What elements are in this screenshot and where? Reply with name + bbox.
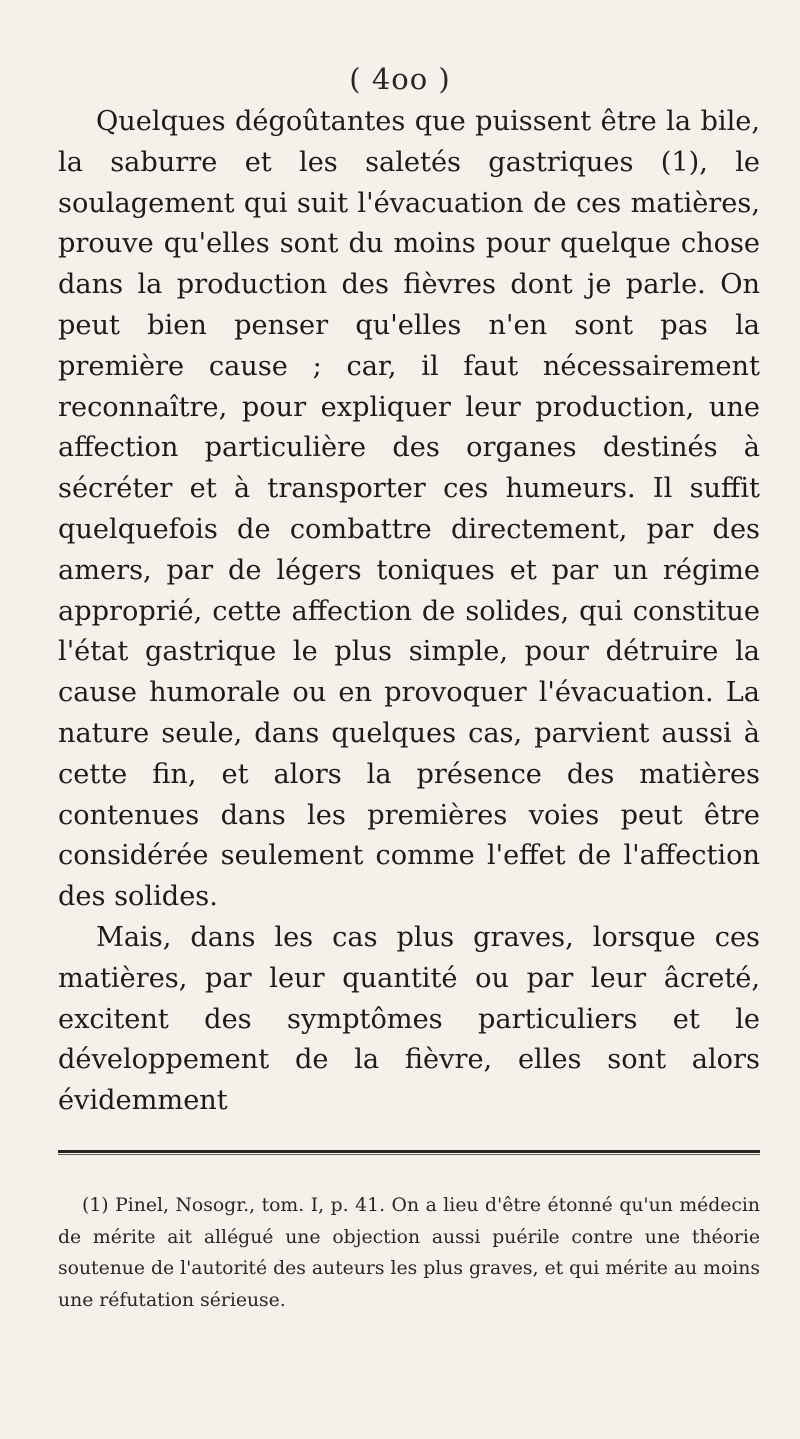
- footnote: (1) Pinel, Nosogr., tom. I, p. 41. On a lieu d'être étonné qu'un médecin de mérite ait allégué une objection aussi puérile contre une théorie soutenue de l'autorité des auteurs les plus graves, et qui mérite au moins une réfutation sérieuse.: [58, 1195, 760, 1311]
- footnote-divider: [58, 1150, 760, 1153]
- paragraph-1: Quelques dégoûtantes que puissent être la bile, la saburre et les saletés gastriques (1), le soulagement qui suit l'évacuation de ces matières, prouve qu'elles sont du moins pour quelque chose dans la production des fièvres dont je parle. On peut bien penser qu'elles n'en sont pas la première cause ; car, il faut nécessairement reconnaître, pour expliquer leur production, une affection particulière des organes destinés à sécréter et à transporter ces humeurs. Il suffit quelquefois de combattre directement, par des amers, par de légers toniques et par un régime approprié, cette affection de solides, qui constitue l'état gastrique le plus simple, pour détruire la cause humorale ou en provoquer l'évacuation. La nature seule, dans quelques cas, parvient aussi à cette fin, et alors la présence des matières contenues dans les premières voies peut être considérée seulement comme l'effet de l'affection des solides.: [58, 106, 760, 913]
- paragraph-2: Mais, dans les cas plus graves, lorsque ces matières, par leur quantité ou par leur âcreté, excitent des symptômes particuliers et le développement de la fièvre, elles sont alors évidemment: [58, 921, 760, 1117]
- main-text: [58, 102, 760, 1122]
- page-number: ( 4oo ): [349, 62, 451, 96]
